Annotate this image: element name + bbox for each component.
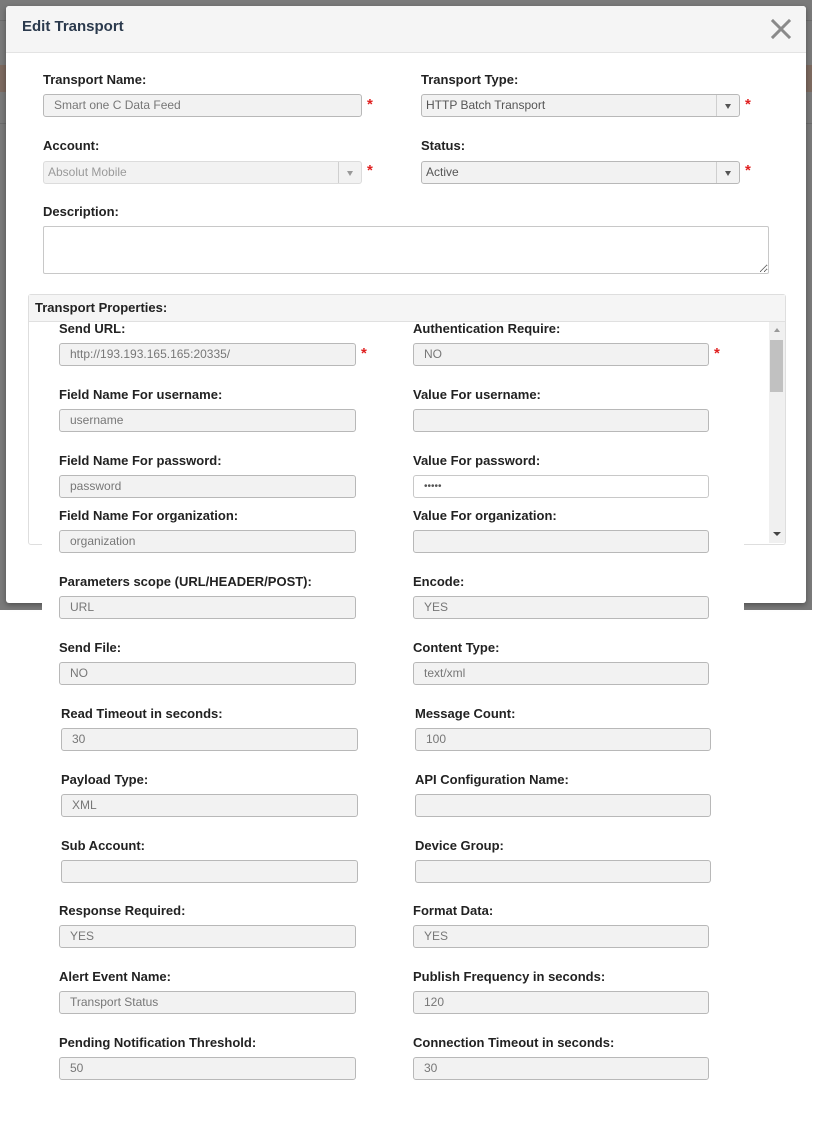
required-marker: *: [367, 96, 373, 113]
sub-account-input[interactable]: [61, 860, 358, 883]
field-name-password-label: Field Name For password:: [59, 453, 222, 468]
connection-timeout-label: Connection Timeout in seconds:: [413, 1035, 615, 1050]
response-required-label: Response Required:: [59, 903, 186, 918]
required-marker: *: [367, 162, 373, 179]
transport-type-label: Transport Type:: [421, 72, 519, 87]
sub-account-label: Sub Account:: [61, 838, 146, 853]
status-label: Status:: [421, 138, 466, 153]
encode-input[interactable]: YES: [413, 596, 709, 619]
status-select[interactable]: [421, 161, 740, 184]
close-icon: [770, 18, 792, 40]
value-organization-label: Value For organization:: [413, 508, 557, 523]
account-select[interactable]: [43, 161, 362, 184]
payload-type-input[interactable]: XML: [61, 794, 358, 817]
parameters-scope-input[interactable]: URL: [59, 596, 356, 619]
field-name-organization-input[interactable]: organization: [59, 530, 356, 553]
device-group-input[interactable]: [415, 860, 711, 883]
properties-scrollbar[interactable]: [769, 322, 785, 543]
format-data-input[interactable]: YES: [413, 925, 709, 948]
value-username-input[interactable]: [413, 409, 709, 432]
transport-name-input[interactable]: Smart one C Data Feed: [43, 94, 362, 117]
content-type-input[interactable]: text/xml: [413, 662, 709, 685]
message-count-input[interactable]: 100: [415, 728, 711, 751]
authentication-require-label: Authentication Require:: [413, 321, 561, 336]
pending-notification-threshold-input[interactable]: 50: [59, 1057, 356, 1080]
chevron-down-icon: [716, 95, 739, 116]
required-marker: *: [745, 96, 751, 113]
read-timeout-label: Read Timeout in seconds:: [61, 706, 223, 721]
response-required-input[interactable]: YES: [59, 925, 356, 948]
scroll-down-arrow-icon[interactable]: [773, 532, 781, 536]
field-name-username-label: Field Name For username:: [59, 387, 223, 402]
close-button[interactable]: [770, 18, 792, 40]
alert-event-name-label: Alert Event Name:: [59, 969, 171, 984]
required-marker: *: [361, 345, 367, 362]
field-name-organization-label: Field Name For organization:: [59, 508, 239, 523]
send-file-input[interactable]: NO: [59, 662, 356, 685]
field-name-password-input[interactable]: password: [59, 475, 356, 498]
connection-timeout-input[interactable]: 30: [413, 1057, 709, 1080]
transport-type-value: HTTP Batch Transport: [426, 98, 546, 112]
account-value: Absolut Mobile: [48, 165, 127, 179]
payload-type-label: Payload Type:: [61, 772, 149, 787]
chevron-down-icon: [716, 162, 739, 183]
required-marker: *: [745, 162, 751, 179]
status-value: Active: [426, 165, 459, 179]
publish-frequency-label: Publish Frequency in seconds:: [413, 969, 606, 984]
message-count-label: Message Count:: [415, 706, 516, 721]
send-file-label: Send File:: [59, 640, 122, 655]
value-password-input[interactable]: •••••: [413, 475, 709, 498]
authentication-require-input[interactable]: NO: [413, 343, 709, 366]
device-group-label: Device Group:: [415, 838, 504, 853]
value-password-label: Value For password:: [413, 453, 541, 468]
parameters-scope-label: Parameters scope (URL/HEADER/POST):: [59, 574, 312, 589]
scroll-up-arrow-icon[interactable]: [774, 328, 780, 332]
value-organization-input[interactable]: [413, 530, 709, 553]
transport-type-select[interactable]: [421, 94, 740, 117]
format-data-label: Format Data:: [413, 903, 494, 918]
api-configuration-name-input[interactable]: [415, 794, 711, 817]
modal-header: [6, 6, 806, 53]
pending-notification-threshold-label: Pending Notification Threshold:: [59, 1035, 257, 1050]
alert-event-name-input[interactable]: Transport Status: [59, 991, 356, 1014]
modal-title: Edit Transport: [22, 18, 124, 35]
scrollbar-thumb[interactable]: [770, 340, 783, 392]
send-url-input[interactable]: http://193.193.165.165:20335/: [59, 343, 356, 366]
description-label: Description:: [43, 204, 119, 219]
field-name-username-input[interactable]: username: [59, 409, 356, 432]
account-label: Account:: [43, 138, 100, 153]
content-type-label: Content Type:: [413, 640, 500, 655]
api-configuration-name-label: API Configuration Name:: [415, 772, 569, 787]
transport-properties-title: Transport Properties:: [29, 295, 785, 322]
description-textarea[interactable]: [43, 226, 769, 274]
value-username-label: Value For username:: [413, 387, 541, 402]
read-timeout-input[interactable]: 30: [61, 728, 358, 751]
send-url-label: Send URL:: [59, 321, 126, 336]
required-marker: *: [714, 345, 720, 362]
chevron-down-icon: [338, 162, 361, 183]
encode-label: Encode:: [413, 574, 465, 589]
transport-name-label: Transport Name:: [43, 72, 147, 87]
publish-frequency-input[interactable]: 120: [413, 991, 709, 1014]
